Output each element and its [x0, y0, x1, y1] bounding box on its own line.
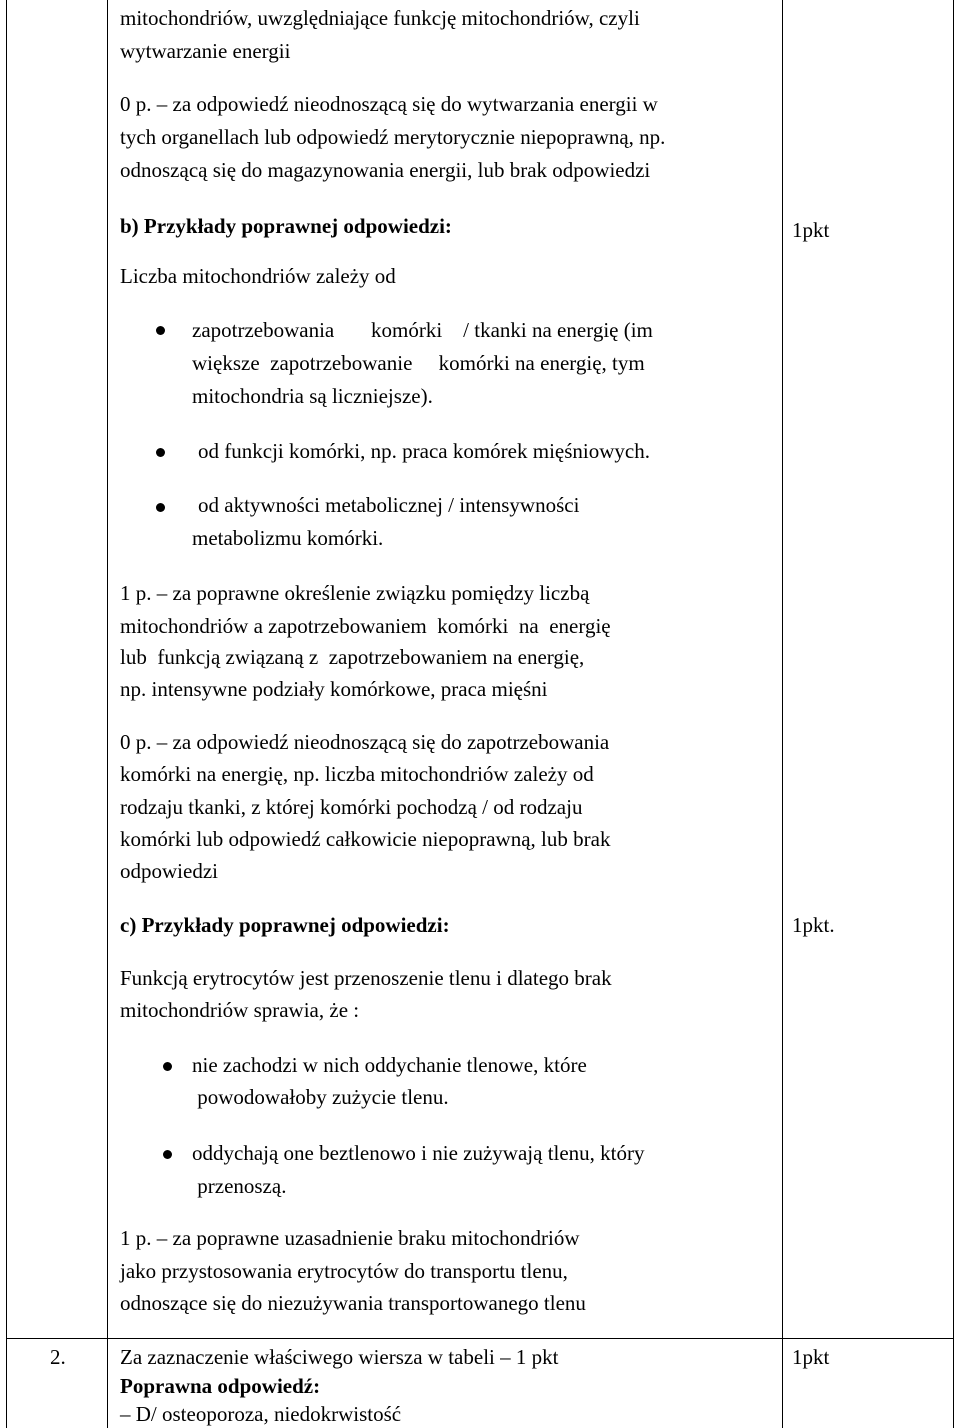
task2-answer: – D/ osteoporoza, niedokrwistość	[120, 1402, 402, 1426]
section-b-points: 1pkt	[792, 218, 830, 242]
section-c-intro: mitochondriów sprawia, że :	[120, 998, 360, 1022]
bullet-text: mitochondria są liczniejsze).	[192, 384, 433, 408]
task-number: 2.	[50, 1345, 66, 1369]
table-border-right	[953, 0, 954, 1428]
criteria-line: komórki lub odpowiedź całkowicie niepoprawną, lub brak	[120, 827, 611, 851]
bullet-text: nie zachodzi w nich oddychanie tlenowe, które	[192, 1053, 587, 1077]
text-line: tych organellach lub odpowiedź merytorycznie niepoprawną, np.	[120, 125, 666, 149]
bullet-text: większe zapotrzebowanie komórki na energię, tym	[192, 351, 645, 375]
table-row-divider	[6, 1338, 954, 1339]
bullet-text: oddychają one beztlenowo i nie zużywają tlenu, który	[192, 1141, 645, 1165]
task2-answer-label: Poprawna odpowiedź:	[120, 1374, 321, 1398]
text-line: mitochondriów, uwzględniające funkcję mitochondriów, czyli	[120, 6, 640, 30]
section-b-intro: Liczba mitochondriów zależy od	[120, 264, 396, 288]
bullet-text: powodowałoby zużycie tlenu.	[192, 1085, 449, 1109]
text-line: odnoszącą się do magazynowania energii, lub brak odpowiedzi	[120, 158, 651, 182]
bullet-text: od aktywności metabolicznej / intensywności	[198, 493, 580, 517]
section-c-points: 1pkt.	[792, 913, 835, 937]
criteria-line: np. intensywne podziały komórkowe, praca mięśni	[120, 677, 548, 701]
criteria-line: jako przystosowania erytrocytów do transportu tlenu,	[120, 1259, 568, 1283]
section-c-intro: Funkcją erytrocytów jest przenoszenie tlenu i dlatego brak	[120, 966, 612, 990]
table-border-col1	[107, 0, 108, 1428]
bullet-icon	[163, 1150, 172, 1159]
criteria-line: rodzaju tkanki, z której komórki pochodzą / od rodzaju	[120, 795, 583, 819]
table-border-left	[6, 0, 7, 1428]
text-line: 0 p. – za odpowiedź nieodnoszącą się do wytwarzania energii w	[120, 92, 658, 116]
bullet-text: od funkcji komórki, np. praca komórek mięśniowych.	[198, 439, 650, 463]
bullet-text: przenoszą.	[192, 1174, 287, 1198]
criteria-line: komórki na energię, np. liczba mitochondriów zależy od	[120, 762, 594, 786]
text-line: wytwarzanie energii	[120, 39, 291, 63]
criteria-line: 1 p. – za poprawne określenie związku pomiędzy liczbą	[120, 581, 590, 605]
criteria-line: odnoszące się do niezużywania transportowanego tlenu	[120, 1291, 586, 1315]
table-border-col2	[782, 0, 783, 1428]
bullet-icon	[156, 326, 165, 335]
task2-line: Za zaznaczenie właściwego wiersza w tabeli – 1 pkt	[120, 1345, 559, 1369]
criteria-line: odpowiedzi	[120, 859, 218, 883]
bullet-icon	[163, 1062, 172, 1071]
criteria-line: 1 p. – za poprawne uzasadnienie braku mitochondriów	[120, 1226, 580, 1250]
criteria-line: mitochondriów a zapotrzebowaniem komórki na energię	[120, 614, 611, 638]
criteria-line: lub funkcją związaną z zapotrzebowaniem na energię,	[120, 645, 585, 669]
bullet-text: zapotrzebowania komórki / tkanki na energię (im	[192, 318, 653, 342]
section-c-heading: c) Przykłady poprawnej odpowiedzi:	[120, 913, 450, 937]
bullet-text: metabolizmu komórki.	[192, 526, 384, 550]
task2-points: 1pkt	[792, 1345, 830, 1369]
criteria-line: 0 p. – za odpowiedź nieodnoszącą się do zapotrzebowania	[120, 730, 610, 754]
section-b-heading: b) Przykłady poprawnej odpowiedzi:	[120, 214, 452, 238]
bullet-icon	[156, 503, 165, 512]
bullet-icon	[156, 448, 165, 457]
